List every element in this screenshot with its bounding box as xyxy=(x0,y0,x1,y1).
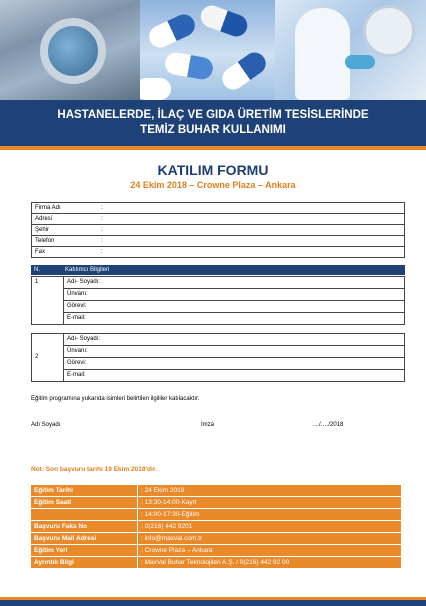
pills-photo xyxy=(140,0,275,100)
company-field-input[interactable]: : xyxy=(98,225,405,236)
deadline-note: Not: Son başvuru tarihi 19 Ekim 2018'dir. xyxy=(31,466,157,473)
form-title: KATILIM FORMU xyxy=(157,162,269,178)
attendance-statement: Eğitim programına yukarıda isimleri belirtilen ilgililer katılacaktır. xyxy=(31,396,200,402)
header-photo-strip xyxy=(0,0,426,100)
name-label: Adı Soyadı xyxy=(31,422,61,428)
participant-field[interactable]: Ünvanı: xyxy=(64,289,405,301)
company-row xyxy=(32,247,405,258)
info-value: : 14:00-17:30-Eğitim xyxy=(138,509,402,521)
participant-field[interactable]: Adı- Soyadı: xyxy=(64,277,405,289)
participant-number: 1 xyxy=(32,277,64,325)
signature-label: İmza xyxy=(201,422,215,428)
participant-field[interactable]: Ünvanı: xyxy=(64,346,405,358)
participant-number: 2 xyxy=(32,334,64,382)
company-row xyxy=(32,225,405,236)
participant-field[interactable]: Görevi: xyxy=(64,301,405,313)
company-field-label: Telefon xyxy=(32,236,99,247)
info-value: : MaxVal Buhar Teknolojileri A.Ş. / 0(216) 442 92 00 xyxy=(138,557,402,569)
info-key: Eğitim Yeri xyxy=(31,545,138,557)
company-row xyxy=(32,203,405,214)
info-key: Ayrıntılı Bilgi xyxy=(31,557,138,569)
company-field-label: Şehir xyxy=(32,225,99,236)
company-field-input[interactable]: : xyxy=(98,214,405,225)
info-value: : 0(216) 442 9201 xyxy=(138,521,402,533)
banner-title-line2: TEMİZ BUHAR KULLANIMI xyxy=(140,124,286,136)
steam-vessel-photo xyxy=(0,0,140,100)
company-info-table xyxy=(31,202,405,258)
company-field-label: Adresi xyxy=(32,214,99,225)
company-row xyxy=(32,236,405,247)
participants-header xyxy=(31,265,405,275)
company-field-input[interactable]: : xyxy=(98,236,405,247)
participant-field[interactable]: E-mail: xyxy=(64,370,405,382)
participant-field[interactable]: E-mail: xyxy=(64,313,405,325)
date-label: …/…./2018 xyxy=(313,422,344,428)
info-key: Eğitim Saati xyxy=(31,497,138,509)
info-value: : Crowne Plaza – Ankara xyxy=(138,545,402,557)
event-info-table xyxy=(31,485,401,569)
info-value: : 24 Ekim 2018 xyxy=(138,485,402,497)
participant-no-header: N. xyxy=(31,265,62,275)
participant-field[interactable]: Adı- Soyadı: xyxy=(64,334,405,346)
form-subtitle: 24 Ekim 2018 – Crowne Plaza – Ankara xyxy=(130,180,296,190)
company-field-input[interactable]: : xyxy=(98,247,405,258)
info-value: : 13:30-14:00-Kayıt xyxy=(138,497,402,509)
company-field-label: Firma Adı xyxy=(32,203,99,214)
participant-field[interactable]: Görevi: xyxy=(64,358,405,370)
company-row xyxy=(32,214,405,225)
info-key: Eğitim Tarihi xyxy=(31,485,138,497)
participant-info-header: Katılımcı Bilgileri xyxy=(62,265,405,275)
company-field-label: Fax xyxy=(32,247,99,258)
laboratory-photo xyxy=(275,0,426,100)
participant-2-table xyxy=(31,333,405,382)
footer-bar xyxy=(0,600,426,606)
info-key: Başvuru Mail Adresi xyxy=(31,533,138,545)
orange-divider-top xyxy=(0,146,426,150)
info-key: Başvuru Faks No xyxy=(31,521,138,533)
info-key xyxy=(31,509,138,521)
participant-1-table xyxy=(31,276,405,325)
info-value-email[interactable]: : info@maxval.com.tr xyxy=(138,533,402,545)
title-banner xyxy=(0,100,426,146)
banner-title-line1: HASTANELERDE, İLAÇ VE GIDA ÜRETİM TESİSLERİNDE xyxy=(57,109,369,121)
company-field-input[interactable]: : xyxy=(98,203,405,214)
